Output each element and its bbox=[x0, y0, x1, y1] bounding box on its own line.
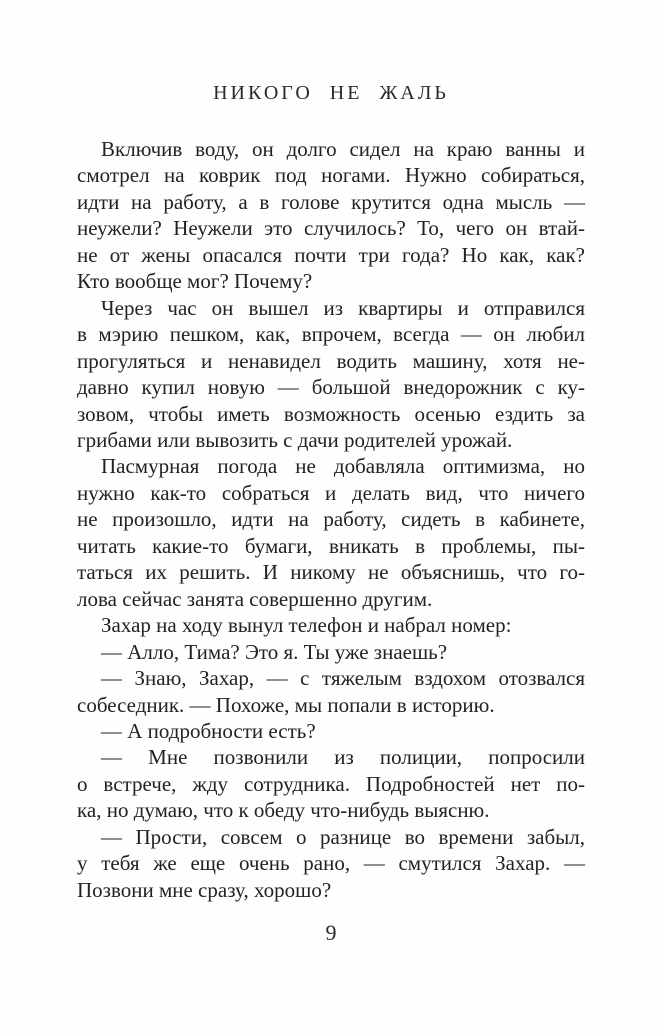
text-line: — А подробности есть? bbox=[101, 718, 316, 743]
paragraph bbox=[77, 612, 585, 638]
paragraph bbox=[77, 744, 585, 823]
text-line: в мэрию пешком, как, впрочем, всегда — он любил bbox=[77, 322, 585, 347]
paragraph bbox=[77, 136, 585, 295]
text-line: прогуляться и ненавидел водить машину, хотя не- bbox=[77, 348, 585, 373]
text-line: ка, но думаю, что к обеду что-нибудь выясню. bbox=[77, 798, 490, 823]
text-line: зовом, чтобы иметь возможность осенью ездить за bbox=[77, 401, 585, 426]
paragraph bbox=[77, 453, 585, 612]
text-line: Через час он вышел из квартиры и отправился bbox=[101, 295, 585, 320]
text-block bbox=[77, 136, 585, 903]
text-line: собеседник. — Похоже, мы попали в историю. bbox=[77, 692, 495, 717]
text-line: таться их решить. И никому не объяснишь, что го- bbox=[77, 560, 585, 585]
paragraph bbox=[77, 665, 585, 718]
text-line: нужно как-то собраться и делать вид, что ничего bbox=[77, 480, 585, 505]
paragraph bbox=[77, 718, 585, 744]
page-number: 9 bbox=[325, 920, 337, 945]
paragraph bbox=[77, 639, 585, 665]
text-line: не от жены опасался почти три года? Но как, как? bbox=[77, 242, 585, 267]
text-line: идти на работу, а в голове крутится одна мысль — bbox=[77, 189, 585, 214]
text-line: Захар на ходу вынул телефон и набрал номер: bbox=[101, 613, 512, 638]
running-title: НИКОГО НЕ ЖАЛЬ bbox=[213, 82, 449, 104]
text-line: о встрече, жду сотрудника. Подробностей нет по- bbox=[77, 771, 585, 796]
text-line: не произошло, идти на работу, сидеть в кабинете, bbox=[77, 507, 585, 532]
text-line: Позвони мне сразу, хорошо? bbox=[77, 877, 332, 902]
text-line: неужели? Неужели это случилось? То, чего он втай- bbox=[77, 216, 585, 241]
text-line: читать какие-то бумаги, вникать в проблемы, пы- bbox=[77, 533, 585, 558]
text-line: грибами или вывозить с дачи родителей урожай. bbox=[77, 427, 513, 452]
text-line: — Знаю, Захар, — с тяжелым вздохом отозвался bbox=[101, 666, 585, 691]
text-line: лова сейчас занята совершенно другим. bbox=[77, 586, 433, 611]
text-line: Включив воду, он долго сидел на краю ванны и bbox=[101, 137, 585, 161]
text-line: давно купил новую — большой внедорожник с ку- bbox=[77, 375, 585, 400]
text-line: — Мне позвонили из полиции, попросили bbox=[101, 745, 585, 770]
text-line: у тебя же еще очень рано, — смутился Захар. — bbox=[77, 851, 585, 876]
text-line: Пасмурная погода не добавляла оптимизма, но bbox=[101, 454, 585, 479]
text-line: — Алло, Тима? Это я. Ты уже знаешь? bbox=[101, 639, 448, 664]
text-line: — Прости, совсем о разнице во времени забыл, bbox=[101, 824, 585, 849]
paragraph bbox=[77, 824, 585, 903]
text-line: смотрел на коврик под ногами. Нужно собираться, bbox=[77, 163, 585, 188]
paragraph bbox=[77, 295, 585, 454]
text-line: Кто вообще мог? Почему? bbox=[77, 269, 313, 294]
